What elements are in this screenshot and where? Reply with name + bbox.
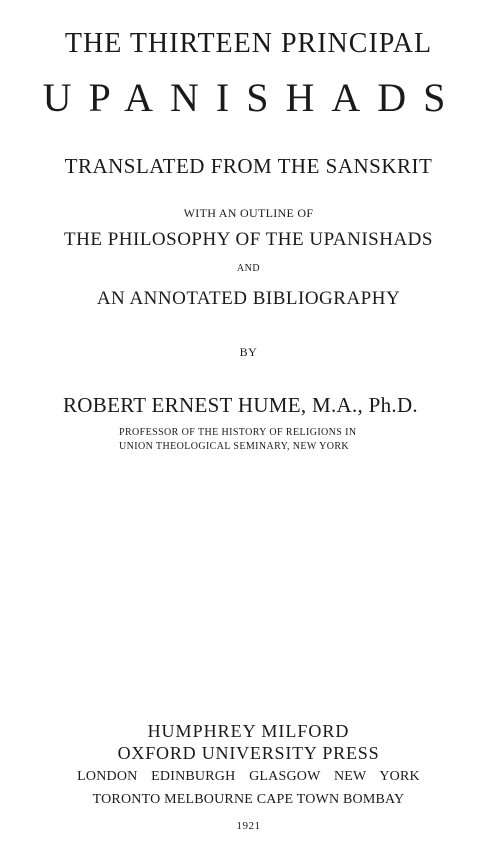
imprint-cities-1: LONDON EDINBURGH GLASGOW NEW YORK	[77, 769, 420, 784]
title-line-1: THE THIRTEEN PRINCIPAL	[64, 28, 433, 59]
publisher-press: OXFORD UNIVERSITY PRESS	[117, 743, 380, 763]
author-title-line-1: PROFESSOR OF THE HISTORY OF RELIGIONS IN	[119, 427, 357, 438]
main-title: UPANISHADS	[42, 75, 463, 120]
author-name: ROBERT ERNEST HUME, M.A., Ph.D.	[63, 393, 418, 417]
subtitle-translated: TRANSLATED FROM THE SANSKRIT	[64, 154, 433, 178]
subtitle-and: AND	[236, 263, 261, 274]
imprint-cities-2: TORONTO MELBOURNE CAPE TOWN BOMBAY	[92, 792, 405, 807]
subtitle-philosophy: THE PHILOSOPHY OF THE UPANISHADS	[64, 229, 433, 250]
by-line: BY	[239, 345, 258, 359]
author-title-line-2: UNION THEOLOGICAL SEMINARY, NEW YORK	[119, 441, 350, 452]
subtitle-bibliography: AN ANNOTATED BIBLIOGRAPHY	[96, 288, 401, 309]
publication-year: 1921	[236, 820, 261, 832]
publisher-name: HUMPHREY MILFORD	[147, 721, 350, 741]
subtitle-with-outline: WITH AN OUTLINE OF	[183, 206, 314, 220]
